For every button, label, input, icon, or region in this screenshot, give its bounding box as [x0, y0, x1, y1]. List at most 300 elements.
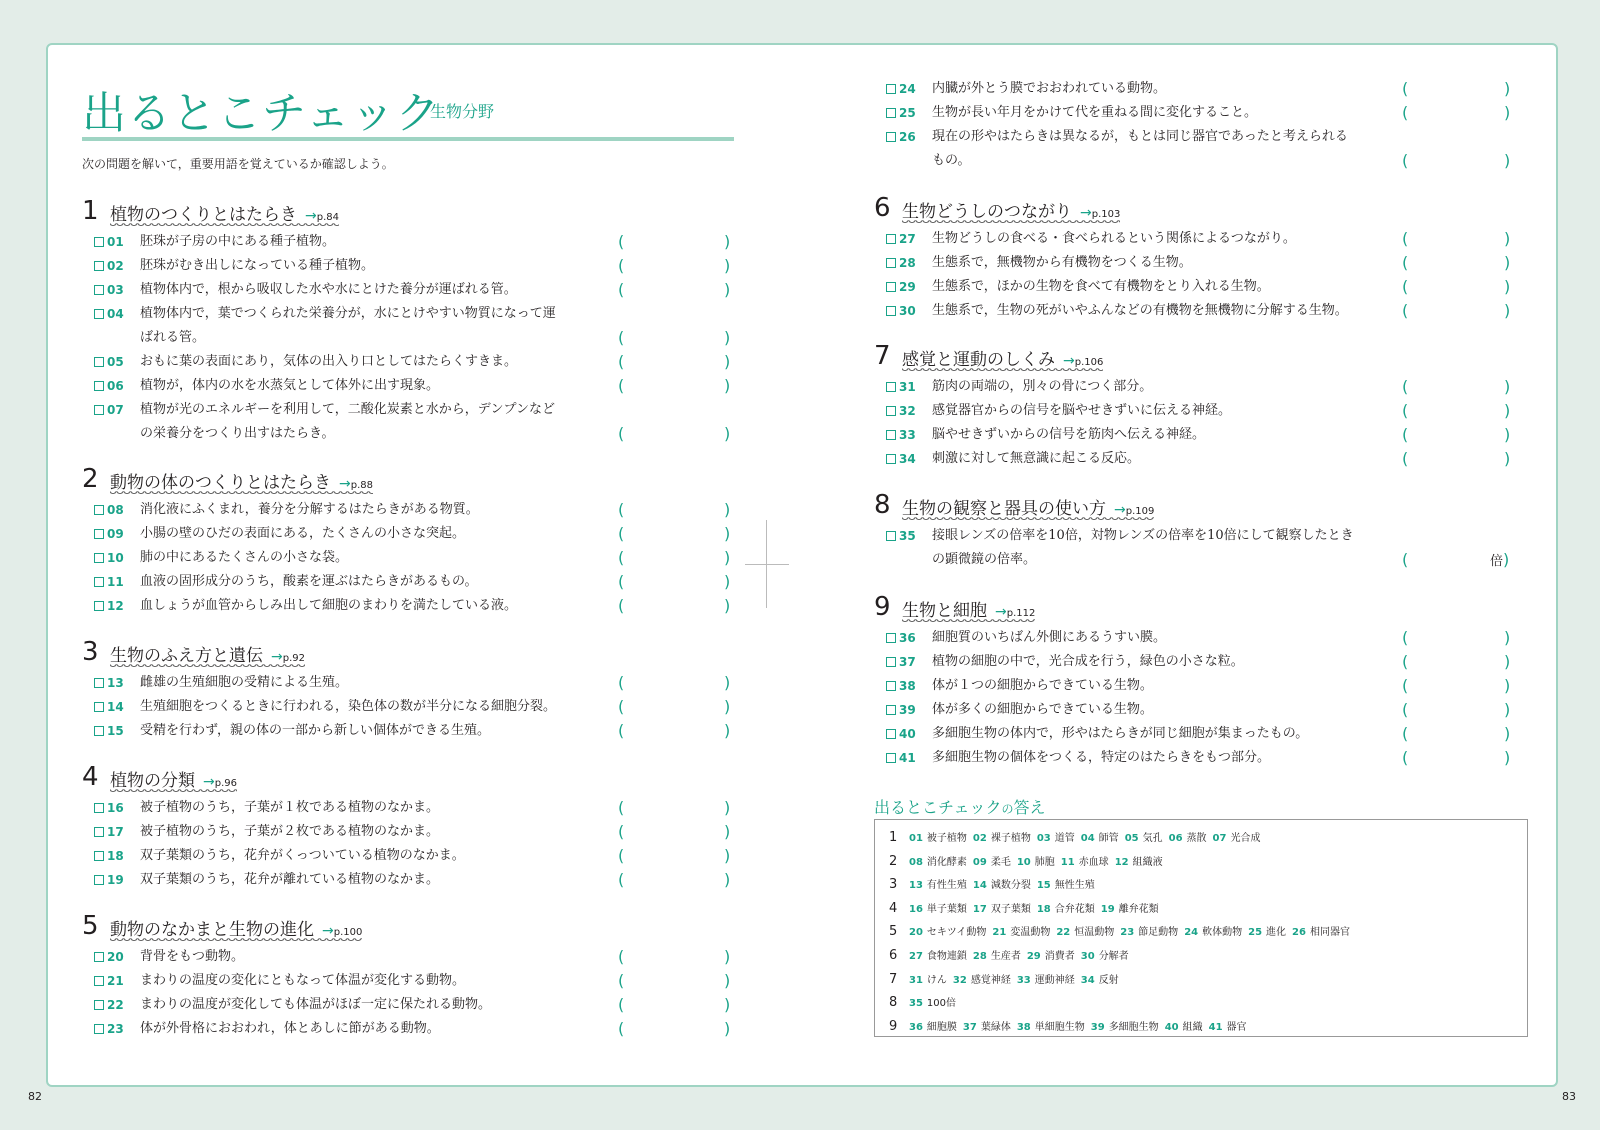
- answer-blank[interactable]: [1402, 77, 1512, 101]
- checkbox[interactable]: [94, 237, 104, 247]
- question-text: [932, 299, 1402, 323]
- checkbox[interactable]: [94, 678, 104, 688]
- question-text: [140, 945, 610, 969]
- section-header: [82, 764, 734, 794]
- answer-blank[interactable]: [618, 796, 732, 820]
- answer-blank-open: (: [1402, 377, 1409, 396]
- question-number: [94, 278, 124, 302]
- answer-blank[interactable]: [1402, 722, 1512, 746]
- answer-text: 分解者: [1098, 950, 1129, 962]
- question-item: [874, 447, 1530, 471]
- checkbox[interactable]: [886, 382, 896, 392]
- question-id: 06: [107, 379, 124, 393]
- answer-row: [889, 1015, 1527, 1039]
- question-line: 接眼レンズの倍率を10倍，対物レンズの倍率を10倍にして観察したとき: [932, 528, 1354, 543]
- answer-blank-open: (: [618, 352, 625, 371]
- answer-blank-open: (: [1402, 301, 1409, 320]
- answer-blank[interactable]: [618, 844, 732, 868]
- answer-text: 消費者: [1044, 950, 1075, 962]
- question-text: [932, 375, 1402, 399]
- answer-section-number: 8: [889, 995, 898, 1011]
- question-list: [82, 498, 734, 618]
- answer-unit: 倍: [1490, 554, 1504, 569]
- question-item: [874, 375, 1530, 399]
- page-reference: [203, 774, 237, 790]
- checkbox[interactable]: [886, 657, 896, 667]
- answer-blank[interactable]: [618, 278, 732, 302]
- answer-blank-close: ): [724, 995, 731, 1014]
- question-id: 11: [107, 575, 124, 589]
- question-text: [140, 1017, 610, 1041]
- answer-blank-open: (: [1402, 724, 1409, 743]
- question-id: 16: [107, 801, 124, 815]
- question-item: [82, 546, 734, 570]
- answer-text: 反射: [1098, 974, 1119, 986]
- answer-section-number: 6: [889, 947, 898, 963]
- page-reference-text: p.92: [282, 653, 305, 664]
- question-id: 32: [899, 404, 916, 418]
- checkbox[interactable]: [94, 381, 104, 391]
- answer-blank-open: (: [1402, 401, 1409, 420]
- answer-blank[interactable]: [618, 719, 732, 743]
- answer-section-number: 3: [889, 877, 898, 893]
- answers-title-main: 出るとこチェック: [874, 798, 1002, 817]
- answer-text: 道管: [1054, 833, 1075, 844]
- answer-text: 細胞膜: [926, 1021, 957, 1033]
- checkbox[interactable]: [886, 705, 896, 715]
- question-item: [874, 399, 1530, 423]
- question-item: [874, 674, 1530, 698]
- question-item: [82, 671, 734, 695]
- answer-blank[interactable]: [618, 671, 732, 695]
- question-id: 20: [107, 950, 124, 964]
- checkbox[interactable]: [886, 234, 896, 244]
- checkbox[interactable]: [886, 258, 896, 268]
- answer-blank[interactable]: [1402, 227, 1512, 251]
- answer-section-number: 7: [889, 971, 898, 987]
- question-item: [82, 945, 734, 969]
- question-item: [82, 594, 734, 618]
- question-number: [94, 570, 124, 594]
- checkbox[interactable]: [886, 430, 896, 440]
- page-reference: [1080, 205, 1121, 221]
- question-line: の顕微鏡の倍率。: [932, 552, 1037, 567]
- section-number: 1: [82, 196, 99, 226]
- section-title-text: 植物の分類: [110, 771, 195, 791]
- answer-blank[interactable]: [618, 230, 732, 254]
- answer-blank-open: (: [618, 376, 625, 395]
- question-item: [874, 524, 1530, 572]
- answer-section-number: 2: [889, 853, 898, 869]
- question-item: [874, 299, 1530, 323]
- question-id: 33: [899, 428, 916, 442]
- question-id: 37: [899, 655, 916, 669]
- checkbox[interactable]: [94, 309, 104, 319]
- answer-blank-close: 倍): [1490, 550, 1510, 569]
- answer-number: 02: [972, 833, 987, 844]
- answer-number: 09: [972, 856, 987, 868]
- answer-blank-close: ): [724, 822, 731, 841]
- answer-blank-close: ): [724, 947, 731, 966]
- question-list: [82, 671, 734, 743]
- answer-blank[interactable]: [618, 546, 732, 570]
- answer-blank[interactable]: [618, 570, 732, 594]
- answer-blank[interactable]: [1402, 746, 1512, 770]
- answer-blank-open: (: [1402, 676, 1409, 695]
- answer-text: セキツイ動物: [926, 927, 987, 939]
- question-number: [886, 251, 916, 275]
- answer-blank[interactable]: [618, 945, 732, 969]
- question-line: 植物体内で，根から吸収した水や水にとけた養分が運ばれる管。: [140, 282, 517, 297]
- checkbox[interactable]: [94, 726, 104, 736]
- question-id: 10: [107, 551, 124, 565]
- section-header: [82, 639, 734, 669]
- answer-blank[interactable]: [618, 522, 732, 546]
- answer-row: [889, 873, 1527, 897]
- arrow-right-icon: →: [1063, 353, 1075, 369]
- question-number: [886, 275, 916, 299]
- answer-blank[interactable]: [618, 1017, 732, 1041]
- answer-text: 柔毛: [990, 856, 1011, 868]
- answer-blank[interactable]: [618, 993, 732, 1017]
- question-list: [82, 230, 734, 446]
- answer-blank-close: ): [1504, 151, 1511, 170]
- answer-blank-open: (: [1402, 449, 1409, 468]
- answer-blank[interactable]: [1402, 447, 1512, 471]
- question-text: [932, 227, 1402, 251]
- checkbox[interactable]: [94, 1000, 104, 1010]
- answer-number: 26: [1292, 927, 1306, 939]
- question-text: [932, 399, 1402, 423]
- checkbox[interactable]: [94, 529, 104, 539]
- question-line: 雌雄の生殖細胞の受精による生殖。: [140, 675, 349, 690]
- answer-blank-open: (: [618, 822, 625, 841]
- answer-blank[interactable]: [1402, 299, 1512, 323]
- section-number: 8: [874, 490, 891, 520]
- answer-number: 28: [972, 950, 987, 962]
- question-number: [94, 993, 124, 1017]
- checkbox[interactable]: [886, 633, 896, 643]
- page-reference: [271, 649, 305, 665]
- question-text: [932, 101, 1402, 125]
- section-number: 3: [82, 637, 99, 667]
- question-number: [886, 375, 916, 399]
- answer-blank-close: ): [1504, 449, 1511, 468]
- continued-questions: [874, 77, 1530, 173]
- question-number: [886, 524, 916, 548]
- section: [82, 913, 734, 1041]
- answer-text: 裸子植物: [990, 833, 1031, 844]
- question-text: [140, 230, 610, 254]
- answer-number: 15: [1036, 880, 1051, 892]
- question-item: [82, 969, 734, 993]
- answer-blank-close: ): [1504, 652, 1511, 671]
- checkbox[interactable]: [94, 976, 104, 986]
- question-text: [932, 77, 1402, 101]
- answer-number: 20: [909, 927, 923, 939]
- answer-blank-open: (: [618, 971, 625, 990]
- answer-blank-close: ): [724, 721, 731, 740]
- question-id: 02: [107, 259, 124, 273]
- section-header: [874, 594, 1530, 624]
- answer-text: 運動神経: [1034, 974, 1075, 986]
- section: [874, 492, 1530, 572]
- question-number: [94, 498, 124, 522]
- answer-number: 27: [909, 950, 923, 962]
- arrow-right-icon: →: [1114, 502, 1126, 518]
- answer-blank-open: (: [618, 798, 625, 817]
- answer-blank[interactable]: [618, 254, 732, 278]
- question-line: 体が多くの細胞からできている生物。: [932, 702, 1153, 717]
- answer-number: 04: [1080, 833, 1095, 844]
- answer-blank-close: ): [724, 971, 731, 990]
- checkbox[interactable]: [94, 803, 104, 813]
- answer-text: 離弁花類: [1118, 903, 1159, 915]
- checkbox[interactable]: [94, 577, 104, 587]
- answer-number: 01: [909, 833, 923, 844]
- question-number: [94, 1017, 124, 1041]
- section-title: [902, 494, 1154, 522]
- answer-blank-open: (: [618, 870, 625, 889]
- question-line: 被子植物のうち，子葉が２枚である植物のなかま。: [140, 824, 440, 839]
- answer-blank[interactable]: [1402, 375, 1512, 399]
- question-number: [94, 230, 124, 254]
- question-number: [886, 399, 916, 423]
- question-text: [140, 969, 610, 993]
- answer-blank[interactable]: [618, 374, 732, 398]
- answer-number: 25: [1248, 927, 1263, 939]
- crop-mark: [745, 564, 789, 565]
- checkbox[interactable]: [886, 753, 896, 763]
- checkbox[interactable]: [94, 405, 104, 415]
- checkbox[interactable]: [886, 681, 896, 691]
- checkbox[interactable]: [886, 454, 896, 464]
- question-list: [874, 375, 1530, 471]
- question-line: 体が１つの細胞からできている生物。: [932, 678, 1153, 693]
- checkbox[interactable]: [94, 357, 104, 367]
- question-id: 03: [107, 283, 124, 297]
- question-number: [94, 350, 124, 374]
- checkbox[interactable]: [94, 952, 104, 962]
- answer-number: 08: [909, 856, 923, 868]
- answer-blank[interactable]: [618, 498, 732, 522]
- question-id: 12: [107, 599, 124, 613]
- arrow-right-icon: →: [305, 208, 317, 224]
- answer-blank[interactable]: [1402, 626, 1512, 650]
- answer-text: けん: [926, 974, 947, 986]
- page-reference-text: p.112: [1006, 608, 1036, 619]
- section: [82, 466, 734, 618]
- section: [82, 198, 734, 446]
- checkbox[interactable]: [886, 306, 896, 316]
- page-reference: [995, 604, 1036, 620]
- section-title-text: 生物どうしのつながり: [902, 202, 1072, 222]
- question-line: まわりの温度が変化しても体温がほぼ一定に保たれる動物。: [140, 997, 492, 1012]
- answer-blank-open: (: [618, 596, 625, 615]
- answers-title: [874, 795, 1046, 818]
- question-text: [932, 698, 1402, 722]
- answer-blank[interactable]: [618, 868, 732, 892]
- checkbox[interactable]: [94, 702, 104, 712]
- question-number: [886, 77, 916, 101]
- answer-text: 恒温動物: [1074, 927, 1115, 939]
- answer-blank[interactable]: [1402, 251, 1512, 275]
- question-item: [82, 398, 734, 446]
- checkbox[interactable]: [886, 132, 896, 142]
- answer-blank-close: ): [724, 870, 731, 889]
- question-item: [82, 868, 734, 892]
- answer-blank[interactable]: [1402, 698, 1512, 722]
- page-reference: [1114, 502, 1155, 518]
- section-header: [874, 195, 1530, 225]
- answer-blank[interactable]: [1402, 149, 1512, 173]
- page-reference-text: p.109: [1125, 506, 1155, 517]
- answer-row: [889, 920, 1527, 944]
- answer-blank-open: (: [618, 280, 625, 299]
- checkbox[interactable]: [886, 531, 896, 541]
- question-number: [94, 671, 124, 695]
- answer-blank-open: (: [618, 572, 625, 591]
- checkbox[interactable]: [94, 553, 104, 563]
- answer-text: 双子葉類: [990, 903, 1031, 915]
- answer-blank[interactable]: [1402, 399, 1512, 423]
- answer-blank[interactable]: [1402, 423, 1512, 447]
- answer-blank-close: ): [724, 572, 731, 591]
- checkbox[interactable]: [94, 261, 104, 271]
- answer-text: 100倍: [926, 998, 957, 1010]
- question-item: [82, 278, 734, 302]
- question-id: 28: [899, 256, 916, 270]
- question-item: [82, 719, 734, 743]
- checkbox[interactable]: [94, 505, 104, 515]
- answer-blank-open: (: [1402, 229, 1409, 248]
- checkbox[interactable]: [886, 406, 896, 416]
- question-id: 18: [107, 849, 124, 863]
- section: [82, 764, 734, 892]
- answer-blank[interactable]: [618, 422, 732, 446]
- question-id: 13: [107, 676, 124, 690]
- answer-blank[interactable]: [1402, 101, 1512, 125]
- answer-number: 23: [1120, 927, 1135, 939]
- question-id: 34: [899, 452, 916, 466]
- checkbox[interactable]: [94, 851, 104, 861]
- answer-row: [889, 850, 1527, 874]
- checkbox[interactable]: [94, 1024, 104, 1034]
- question-list: [82, 796, 734, 892]
- checkbox[interactable]: [94, 827, 104, 837]
- folio-right: 83: [1562, 1090, 1576, 1103]
- question-number: [886, 299, 916, 323]
- question-text: [140, 350, 610, 374]
- question-number: [886, 125, 916, 149]
- answer-text: 光合成: [1230, 833, 1261, 844]
- section-number: 2: [82, 464, 99, 494]
- answer-blank[interactable]: [618, 695, 732, 719]
- question-id: 14: [107, 700, 124, 714]
- answer-text: 単子葉類: [926, 903, 967, 915]
- question-text: [140, 671, 610, 695]
- question-number: [94, 719, 124, 743]
- question-id: 35: [899, 529, 916, 543]
- answer-blank-close: ): [1504, 253, 1511, 272]
- question-id: 07: [107, 403, 124, 417]
- question-line: 体が外骨格におおわれ，体とあしに節がある動物。: [140, 1021, 440, 1036]
- section-title-text: 生物と細胞: [902, 601, 987, 621]
- arrow-right-icon: →: [322, 923, 334, 939]
- answer-blank-open: (: [1402, 103, 1409, 122]
- question-line: 双子葉類のうち，花弁がくっついている植物のなかま。: [140, 848, 465, 863]
- answer-blank[interactable]: [1402, 674, 1512, 698]
- answer-blank[interactable]: [618, 350, 732, 374]
- section-title-text: 生物の観察と器具の使い方: [902, 499, 1106, 519]
- answer-blank[interactable]: [1402, 650, 1512, 674]
- answer-number: 03: [1036, 833, 1051, 844]
- answer-number: 16: [909, 903, 923, 915]
- answer-blank-close: ): [724, 1019, 731, 1038]
- answer-blank[interactable]: [618, 594, 732, 618]
- answer-blank-open: (: [1402, 628, 1409, 647]
- question-line: 生殖細胞をつくるときに行われる，染色体の数が半分になる細胞分裂。: [140, 699, 557, 714]
- answer-blank[interactable]: [618, 326, 732, 350]
- answer-blank-open: (: [618, 1019, 625, 1038]
- checkbox[interactable]: [94, 601, 104, 611]
- checkbox[interactable]: [886, 729, 896, 739]
- question-text: [932, 746, 1402, 770]
- question-text: [140, 820, 610, 844]
- checkbox[interactable]: [94, 875, 104, 885]
- answer-blank-close: ): [724, 328, 731, 347]
- question-item: [82, 796, 734, 820]
- question-number: [886, 674, 916, 698]
- question-id: 27: [899, 232, 916, 246]
- answer-blank[interactable]: [618, 820, 732, 844]
- answer-blank-open: (: [618, 673, 625, 692]
- answer-blank-open: (: [1402, 652, 1409, 671]
- question-text: [140, 254, 610, 278]
- question-line: 多細胞生物の体内で，形やはたらきが同じ細胞が集まったもの。: [932, 726, 1309, 741]
- answer-section-number: 5: [889, 924, 898, 940]
- answer-blank-close: ): [724, 524, 731, 543]
- answer-number: 18: [1036, 903, 1051, 915]
- checkbox[interactable]: [886, 282, 896, 292]
- question-text: [140, 398, 610, 446]
- answer-blank-open: (: [618, 524, 625, 543]
- checkbox[interactable]: [886, 84, 896, 94]
- answer-blank-close: ): [1504, 425, 1511, 444]
- answer-text: 無性生殖: [1054, 880, 1095, 892]
- checkbox[interactable]: [94, 285, 104, 295]
- question-id: 04: [107, 307, 124, 321]
- checkbox[interactable]: [886, 108, 896, 118]
- answer-number: 22: [1056, 927, 1071, 939]
- question-id: 19: [107, 873, 124, 887]
- answer-blank[interactable]: [618, 969, 732, 993]
- section: [874, 195, 1530, 323]
- question-id: 21: [107, 974, 124, 988]
- answer-blank-close: ): [724, 232, 731, 251]
- answer-blank-close: ): [1504, 748, 1511, 767]
- question-item: [82, 230, 734, 254]
- answer-text: 軟体動物: [1202, 927, 1243, 939]
- question-item: [82, 1017, 734, 1041]
- answer-number: 35: [909, 998, 923, 1010]
- answer-number: 24: [1184, 927, 1199, 939]
- answer-blank[interactable]: [1402, 275, 1512, 299]
- question-text: [140, 570, 610, 594]
- question-number: [94, 868, 124, 892]
- question-text: [932, 423, 1402, 447]
- section-number: 9: [874, 592, 891, 622]
